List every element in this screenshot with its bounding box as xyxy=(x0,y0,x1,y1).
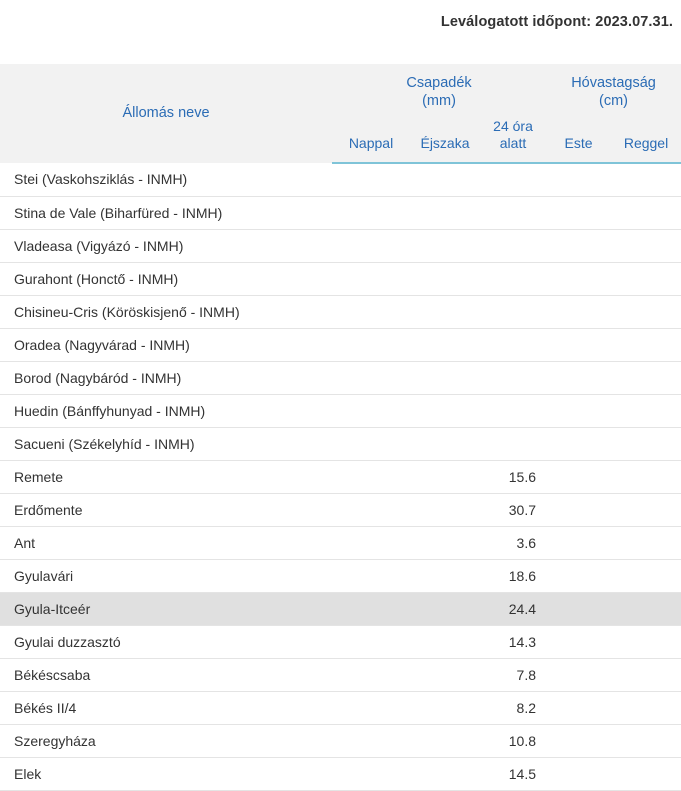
cell-ejszaka xyxy=(410,295,480,328)
cell-reggel xyxy=(611,658,681,691)
table-body xyxy=(0,163,681,791)
cell-24ora: 24.4 xyxy=(480,592,546,625)
cell-24ora: 10.8 xyxy=(480,724,546,757)
column-group-precipitation-unit: (mm) xyxy=(422,93,456,110)
cell-station-name: Oradea (Nagyvárad - INMH) xyxy=(0,328,332,361)
table-row[interactable] xyxy=(0,394,681,427)
table-row[interactable] xyxy=(0,691,681,724)
cell-nappal xyxy=(332,295,410,328)
cell-24ora xyxy=(480,262,546,295)
cell-station-name: Békéscsaba xyxy=(0,658,332,691)
cell-ejszaka xyxy=(410,229,480,262)
cell-24ora xyxy=(480,295,546,328)
column-header-nappal[interactable]: Nappal xyxy=(332,114,410,163)
cell-station-name: Huedin (Bánffyhunyad - INMH) xyxy=(0,394,332,427)
table-row[interactable] xyxy=(0,625,681,658)
cell-station-name: Gyula-Itceér xyxy=(0,592,332,625)
table-header xyxy=(0,64,681,163)
table-row[interactable] xyxy=(0,460,681,493)
cell-este xyxy=(546,493,611,526)
cell-reggel xyxy=(611,361,681,394)
column-header-ejszaka[interactable]: Éjszaka xyxy=(410,114,480,163)
cell-este xyxy=(546,658,611,691)
table-row[interactable] xyxy=(0,559,681,592)
table-row[interactable] xyxy=(0,361,681,394)
cell-nappal xyxy=(332,658,410,691)
column-header-station-name[interactable]: Állomás neve xyxy=(0,64,332,163)
cell-reggel xyxy=(611,196,681,229)
cell-este xyxy=(546,427,611,460)
cell-este xyxy=(546,559,611,592)
cell-24ora xyxy=(480,361,546,394)
cell-ejszaka xyxy=(410,427,480,460)
cell-este xyxy=(546,394,611,427)
cell-24ora: 30.7 xyxy=(480,493,546,526)
cell-este xyxy=(546,361,611,394)
cell-24ora: 14.3 xyxy=(480,625,546,658)
cell-ejszaka xyxy=(410,658,480,691)
cell-ejszaka xyxy=(410,493,480,526)
cell-nappal xyxy=(332,262,410,295)
cell-ejszaka xyxy=(410,724,480,757)
cell-reggel xyxy=(611,262,681,295)
table-row[interactable] xyxy=(0,229,681,262)
cell-station-name: Stei (Vaskohsziklás - INMH) xyxy=(0,163,332,197)
cell-reggel xyxy=(611,460,681,493)
column-header-reggel[interactable]: Reggel xyxy=(611,114,681,163)
table-row[interactable] xyxy=(0,427,681,460)
cell-24ora: 8.2 xyxy=(480,691,546,724)
cell-24ora: 15.6 xyxy=(480,460,546,493)
table-row[interactable] xyxy=(0,658,681,691)
column-group-snow-depth xyxy=(546,64,681,114)
cell-nappal xyxy=(332,724,410,757)
cell-station-name: Gyulavári xyxy=(0,559,332,592)
cell-reggel xyxy=(611,229,681,262)
cell-este xyxy=(546,526,611,559)
cell-24ora: 18.6 xyxy=(480,559,546,592)
cell-nappal xyxy=(332,625,410,658)
cell-station-name: Gyulai duzzasztó xyxy=(0,625,332,658)
cell-ejszaka xyxy=(410,460,480,493)
cell-este xyxy=(546,757,611,790)
cell-ejszaka xyxy=(410,691,480,724)
cell-24ora: 3.6 xyxy=(480,526,546,559)
cell-este xyxy=(546,262,611,295)
cell-station-name: Remete xyxy=(0,460,332,493)
cell-nappal xyxy=(332,229,410,262)
cell-24ora xyxy=(480,229,546,262)
cell-este xyxy=(546,295,611,328)
cell-24ora: 7.8 xyxy=(480,658,546,691)
cell-24ora xyxy=(480,328,546,361)
table-row[interactable] xyxy=(0,724,681,757)
cell-reggel xyxy=(611,559,681,592)
cell-este xyxy=(546,328,611,361)
cell-nappal xyxy=(332,196,410,229)
cell-este xyxy=(546,460,611,493)
timestamp-row xyxy=(0,0,681,40)
cell-reggel xyxy=(611,493,681,526)
table-row[interactable] xyxy=(0,592,681,625)
cell-station-name: Stina de Vale (Biharfüred - INMH) xyxy=(0,196,332,229)
selected-datetime-label: Leválogatott időpont: 2023.07.31. xyxy=(440,14,673,30)
table-row[interactable] xyxy=(0,262,681,295)
column-group-snow-depth-label: Hóvastagság xyxy=(571,75,656,91)
precipitation-table xyxy=(0,64,681,791)
table-row[interactable] xyxy=(0,295,681,328)
cell-24ora xyxy=(480,427,546,460)
cell-nappal xyxy=(332,328,410,361)
cell-este xyxy=(546,196,611,229)
cell-nappal xyxy=(332,394,410,427)
cell-24ora xyxy=(480,394,546,427)
cell-ejszaka xyxy=(410,361,480,394)
cell-nappal xyxy=(332,757,410,790)
cell-station-name: Elek xyxy=(0,757,332,790)
table-row[interactable] xyxy=(0,163,681,197)
cell-reggel xyxy=(611,691,681,724)
cell-ejszaka xyxy=(410,328,480,361)
cell-24ora xyxy=(480,163,546,197)
cell-nappal xyxy=(332,361,410,394)
cell-reggel xyxy=(611,328,681,361)
cell-reggel xyxy=(611,526,681,559)
table-row[interactable] xyxy=(0,328,681,361)
cell-reggel xyxy=(611,394,681,427)
column-header-este[interactable]: Este xyxy=(546,114,611,163)
cell-este xyxy=(546,625,611,658)
cell-station-name: Vladeasa (Vigyázó - INMH) xyxy=(0,229,332,262)
table-row[interactable] xyxy=(0,493,681,526)
cell-ejszaka xyxy=(410,394,480,427)
cell-este xyxy=(546,163,611,197)
cell-reggel xyxy=(611,427,681,460)
table-row[interactable] xyxy=(0,196,681,229)
cell-station-name: Békés II/4 xyxy=(0,691,332,724)
cell-station-name: Ant xyxy=(0,526,332,559)
cell-reggel xyxy=(611,724,681,757)
cell-nappal xyxy=(332,691,410,724)
cell-nappal xyxy=(332,460,410,493)
cell-nappal xyxy=(332,427,410,460)
cell-ejszaka xyxy=(410,163,480,197)
column-header-24ora[interactable]: 24 óra alatt xyxy=(480,114,546,163)
cell-reggel xyxy=(611,625,681,658)
cell-nappal xyxy=(332,526,410,559)
cell-ejszaka xyxy=(410,526,480,559)
cell-ejszaka xyxy=(410,592,480,625)
cell-nappal xyxy=(332,592,410,625)
cell-station-name: Erdőmente xyxy=(0,493,332,526)
table-row[interactable] xyxy=(0,757,681,790)
cell-nappal xyxy=(332,559,410,592)
cell-este xyxy=(546,592,611,625)
cell-station-name: Chisineu-Cris (Köröskisjenő - INMH) xyxy=(0,295,332,328)
cell-ejszaka xyxy=(410,196,480,229)
column-group-snow-depth-unit: (cm) xyxy=(599,93,629,110)
cell-ejszaka xyxy=(410,757,480,790)
cell-reggel xyxy=(611,592,681,625)
cell-nappal xyxy=(332,163,410,197)
cell-este xyxy=(546,724,611,757)
cell-este xyxy=(546,229,611,262)
table-header-group-row xyxy=(0,64,681,114)
table-row[interactable] xyxy=(0,526,681,559)
cell-nappal xyxy=(332,493,410,526)
cell-ejszaka xyxy=(410,262,480,295)
column-group-precipitation xyxy=(332,64,546,114)
cell-station-name: Sacueni (Székelyhíd - INMH) xyxy=(0,427,332,460)
cell-este xyxy=(546,691,611,724)
cell-station-name: Borod (Nagybáród - INMH) xyxy=(0,361,332,394)
cell-reggel xyxy=(611,295,681,328)
cell-ejszaka xyxy=(410,625,480,658)
cell-24ora: 14.5 xyxy=(480,757,546,790)
cell-reggel xyxy=(611,163,681,197)
cell-reggel xyxy=(611,757,681,790)
cell-24ora xyxy=(480,196,546,229)
cell-station-name: Gurahont (Honctő - INMH) xyxy=(0,262,332,295)
cell-ejszaka xyxy=(410,559,480,592)
column-group-precipitation-label: Csapadék xyxy=(406,75,472,91)
cell-station-name: Szeregyháza xyxy=(0,724,332,757)
